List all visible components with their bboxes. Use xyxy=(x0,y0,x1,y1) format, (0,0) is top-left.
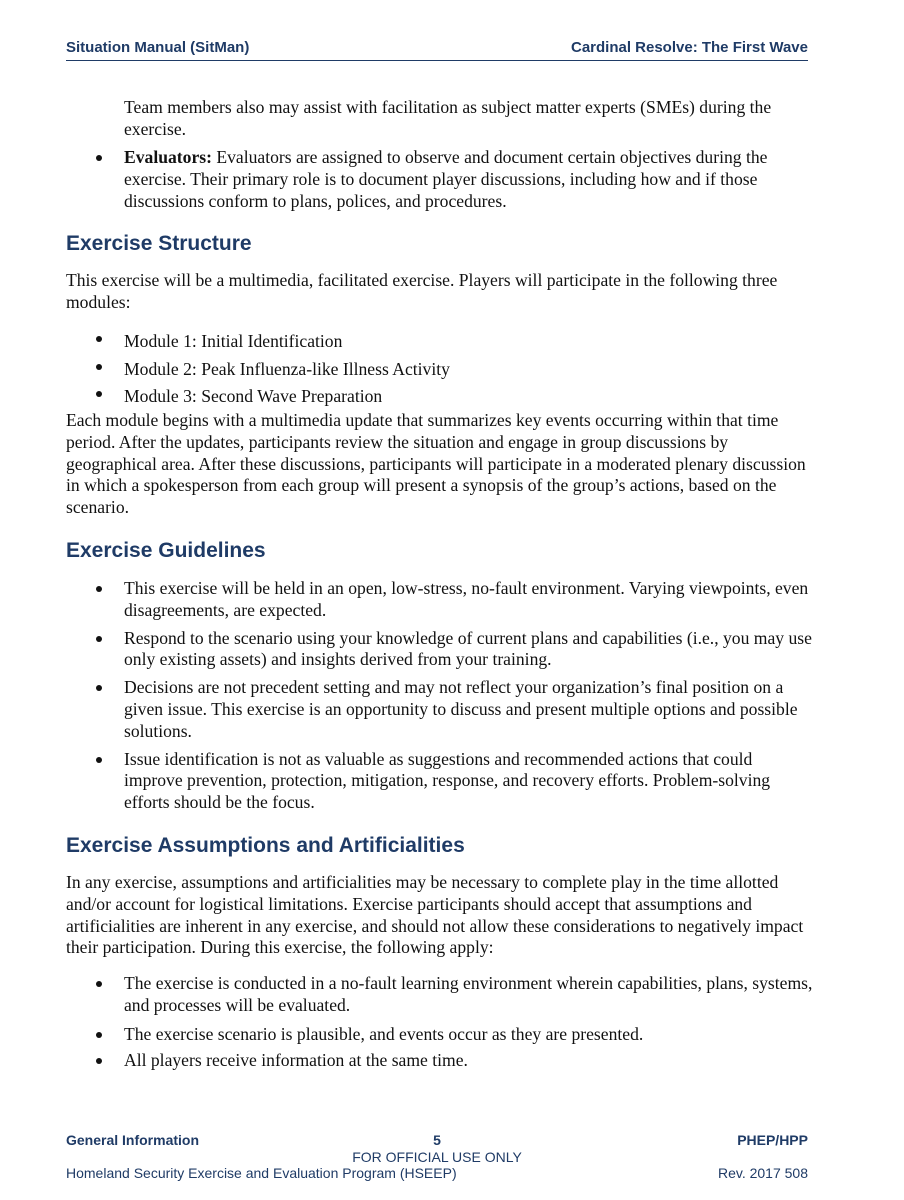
list-item: Respond to the scenario using your knowledge of current plans and capabilities (i.e., you may use only existing assets) and insights derived from your training. xyxy=(66,628,814,672)
heading-assumptions: Exercise Assumptions and Artificialities xyxy=(66,834,465,857)
header-right: Cardinal Resolve: The First Wave xyxy=(570,39,808,56)
footer-marking: FOR OFFICIAL USE ONLY xyxy=(352,1149,522,1165)
heading-exercise-guidelines: Exercise Guidelines xyxy=(66,539,266,562)
evaluators-list xyxy=(66,147,811,212)
assumptions-list xyxy=(66,973,814,1072)
list-item: The exercise scenario is plausible, and events occur as they are presented. xyxy=(66,1024,814,1046)
list-item: All players receive information at the same time. xyxy=(66,1050,814,1072)
guidelines-list xyxy=(66,578,814,814)
list-item xyxy=(66,147,811,212)
page-header xyxy=(66,39,808,61)
evaluators-text: Evaluators are assigned to observe and document certain objectives during the exercise. Their primary role is to document player discussions, including how and if those discussions conform to plans, polices, and procedures. xyxy=(124,147,768,211)
list-item: Module 3: Second Wave Preparation xyxy=(66,383,814,411)
list-item: This exercise will be held in an open, low-stress, no-fault environment. Varying viewpoints, even disagreements, are expected. xyxy=(66,578,814,622)
header-left: Situation Manual (SitMan) xyxy=(66,39,250,56)
heading-exercise-structure: Exercise Structure xyxy=(66,232,252,255)
list-item: Module 1: Initial Identification xyxy=(66,328,814,356)
list-item: The exercise is conducted in a no-fault learning environment wherein capabilities, plans, systems, and processes will be evaluated. xyxy=(66,973,814,1017)
footer-program-code: PHEP/HPP xyxy=(737,1132,808,1148)
footer-revision: Rev. 2017 508 xyxy=(717,1165,808,1181)
evaluators-label: Evaluators: xyxy=(124,147,212,167)
list-item: Decisions are not precedent setting and may not reflect your organization’s final position on a given issue. This exercise is an opportunity to discuss and present multiple options and possible solutions. xyxy=(66,677,814,742)
page-footer xyxy=(66,1132,808,1182)
list-item: Issue identification is not as valuable as suggestions and recommended actions that could improve prevention, protection, mitigation, response, and recovery efforts. Problem-solving efforts should be the focus. xyxy=(66,749,814,814)
structure-body: Each module begins with a multimedia update that summarizes key events occurring within that time period. After the updates, participants review the situation and engage in group discussions by geographical area. After these discussions, participants will participate in a moderated plenary discussion in which a spokesperson from each group will present a synopsis of the group’s actions, based on the scenario. xyxy=(66,410,806,518)
assumptions-intro: In any exercise, assumptions and artificialities may be necessary to complete play in the time allotted and/or account for logistical limitations. Exercise participants should accept that assumptions and artificialities are inherent in any exercise, and should not allow these considerations to negatively impact their participation. During this exercise, the following apply: xyxy=(66,872,804,958)
page-number: 5 xyxy=(433,1132,441,1148)
footer-program: Homeland Security Exercise and Evaluation Program (HSEEP) xyxy=(66,1165,457,1181)
intro-continuation: Team members also may assist with facilitation as subject matter experts (SMEs) during the exercise. xyxy=(124,97,772,139)
list-item: Module 2: Peak Influenza-like Illness Activity xyxy=(66,356,814,384)
footer-section: General Information xyxy=(66,1132,200,1148)
structure-intro: This exercise will be a multimedia, facilitated exercise. Players will participate in the following three modules: xyxy=(66,270,778,312)
modules-list xyxy=(66,328,814,411)
